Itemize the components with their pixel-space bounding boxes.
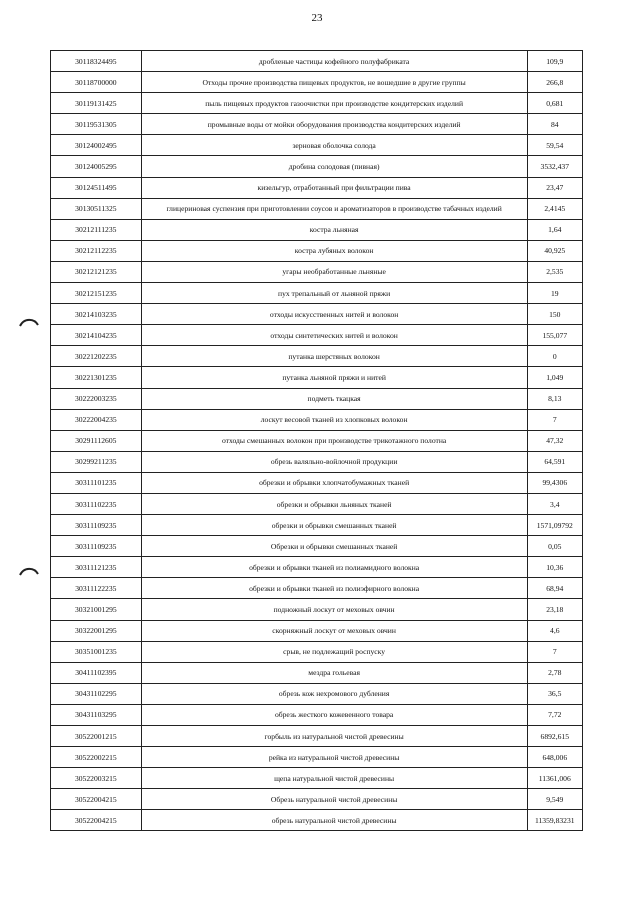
waste-code-cell: 30212112235 (51, 240, 142, 261)
waste-amount-cell: 155,077 (527, 325, 582, 346)
table-row (51, 430, 583, 451)
waste-code-cell: 30212111235 (51, 219, 142, 240)
waste-amount-cell: 11361,006 (527, 768, 582, 789)
waste-amount-cell: 2,535 (527, 261, 582, 282)
waste-code-cell: 30124511495 (51, 177, 142, 198)
waste-name-cell: срыв, не подлежащий роспуску (141, 641, 527, 662)
waste-name-cell: обрезки и обрывки тканей из полиамидного волокна (141, 557, 527, 578)
waste-name-cell: пыль пищевых продуктов газоочистки при производстве кондитерских изделий (141, 93, 527, 114)
waste-amount-cell: 84 (527, 114, 582, 135)
waste-code-cell: 30431102295 (51, 683, 142, 704)
waste-code-cell: 30311109235 (51, 536, 142, 557)
waste-amount-cell: 1571,09792 (527, 515, 582, 536)
table-row (51, 72, 583, 93)
waste-name-cell: скорняжный лоскут от меховых овчин (141, 620, 527, 641)
table-row (51, 240, 583, 261)
page-number: 23 (311, 12, 323, 24)
waste-name-cell: отходы искусственных нитей и волокон (141, 304, 527, 325)
waste-amount-cell: 40,925 (527, 240, 582, 261)
table-row (51, 578, 583, 599)
waste-name-cell: обрезь кож нехромового дубления (141, 683, 527, 704)
waste-code-cell: 30311102235 (51, 493, 142, 514)
waste-code-cell: 30522001215 (51, 726, 142, 747)
waste-code-cell: 30311122235 (51, 578, 142, 599)
waste-name-cell: угары необработанные льняные (141, 261, 527, 282)
waste-name-cell: обрезь жесткого кожевенного товара (141, 704, 527, 725)
waste-amount-cell: 68,94 (527, 578, 582, 599)
table-row (51, 557, 583, 578)
waste-code-cell: 30212151235 (51, 283, 142, 304)
waste-amount-cell: 6892,615 (527, 726, 582, 747)
waste-code-cell: 30299211235 (51, 451, 142, 472)
waste-amount-cell: 4,6 (527, 620, 582, 641)
waste-amount-cell: 10,36 (527, 557, 582, 578)
binding-mark-icon (18, 566, 40, 576)
waste-name-cell: Отходы прочие производства пищевых продуктов, не вошедшие в другие группы (141, 72, 527, 93)
table-row (51, 789, 583, 810)
table-row (51, 156, 583, 177)
waste-code-cell: 30321001295 (51, 599, 142, 620)
table-row (51, 409, 583, 430)
waste-name-cell: обрезки и обрывки льняных тканей (141, 493, 527, 514)
waste-amount-cell: 59,54 (527, 135, 582, 156)
waste-amount-cell: 23,47 (527, 177, 582, 198)
waste-amount-cell: 109,9 (527, 51, 582, 72)
waste-amount-cell: 1,64 (527, 219, 582, 240)
table-row (51, 219, 583, 240)
waste-amount-cell: 23,18 (527, 599, 582, 620)
table-row (51, 346, 583, 367)
table-row (51, 135, 583, 156)
waste-amount-cell: 11359,83231 (527, 810, 582, 831)
waste-amount-cell: 7 (527, 641, 582, 662)
waste-amount-cell: 2,78 (527, 662, 582, 683)
waste-code-cell: 30119131425 (51, 93, 142, 114)
waste-amount-cell: 2,4145 (527, 198, 582, 219)
waste-code-cell: 30124002495 (51, 135, 142, 156)
table-row (51, 515, 583, 536)
waste-code-cell: 30522002215 (51, 747, 142, 768)
waste-name-cell: подножный лоскут от меховых овчин (141, 599, 527, 620)
table-row (51, 726, 583, 747)
waste-name-cell: лоскут весовой тканей из хлопковых волокон (141, 409, 527, 430)
waste-code-cell: 30221301235 (51, 367, 142, 388)
waste-name-cell: дробленые частицы кофейного полуфабриката (141, 51, 527, 72)
table-row (51, 198, 583, 219)
waste-name-cell: обрезки и обрывки тканей из полиэфирного волокна (141, 578, 527, 599)
waste-amount-cell: 8,13 (527, 388, 582, 409)
table-row (51, 599, 583, 620)
waste-amount-cell: 7 (527, 409, 582, 430)
waste-amount-cell: 266,8 (527, 72, 582, 93)
waste-code-cell: 30522004215 (51, 810, 142, 831)
waste-name-cell: глицериновая суспензия при приготовлении соусов и ароматизаторов в производстве табачных изделий (141, 198, 527, 219)
waste-code-cell: 30311121235 (51, 557, 142, 578)
waste-amount-cell: 19 (527, 283, 582, 304)
waste-amount-cell: 3,4 (527, 493, 582, 514)
waste-code-cell: 30214104235 (51, 325, 142, 346)
waste-amount-cell: 9,549 (527, 789, 582, 810)
waste-table-body (51, 51, 583, 831)
waste-name-cell: пух трепальный от льняной пряжи (141, 283, 527, 304)
waste-code-cell: 30124005295 (51, 156, 142, 177)
waste-code-cell: 30411102395 (51, 662, 142, 683)
waste-code-cell: 30351001235 (51, 641, 142, 662)
waste-name-cell: путанка шерстяных волокон (141, 346, 527, 367)
waste-amount-cell: 0,05 (527, 536, 582, 557)
waste-name-cell: подметь ткацкая (141, 388, 527, 409)
waste-amount-cell: 36,5 (527, 683, 582, 704)
waste-code-cell: 30322001295 (51, 620, 142, 641)
table-row (51, 451, 583, 472)
waste-code-cell: 30118324495 (51, 51, 142, 72)
waste-amount-cell: 47,32 (527, 430, 582, 451)
table-row (51, 388, 583, 409)
table-row (51, 325, 583, 346)
table-row (51, 261, 583, 282)
table-row (51, 472, 583, 493)
waste-code-cell: 30311101235 (51, 472, 142, 493)
waste-amount-cell: 3532,437 (527, 156, 582, 177)
table-row (51, 810, 583, 831)
waste-code-cell: 30522003215 (51, 768, 142, 789)
waste-table (50, 50, 583, 831)
waste-name-cell: дробина солодовая (пивная) (141, 156, 527, 177)
table-row (51, 114, 583, 135)
waste-amount-cell: 0 (527, 346, 582, 367)
waste-code-cell: 30214103235 (51, 304, 142, 325)
waste-code-cell: 30311109235 (51, 515, 142, 536)
waste-name-cell: костра лубяных волокон (141, 240, 527, 261)
table-row (51, 747, 583, 768)
table-row (51, 493, 583, 514)
waste-code-cell: 30222003235 (51, 388, 142, 409)
waste-code-cell: 30431103295 (51, 704, 142, 725)
waste-name-cell: Обрезь натуральной чистой древесины (141, 789, 527, 810)
waste-amount-cell: 648,006 (527, 747, 582, 768)
table-row (51, 283, 583, 304)
waste-name-cell: промывные воды от мойки оборудования производства кондитерских изделий (141, 114, 527, 135)
table-row (51, 620, 583, 641)
table-row (51, 704, 583, 725)
waste-code-cell: 30118700000 (51, 72, 142, 93)
waste-name-cell: обрезки и обрывки хлопчатобумажных тканей (141, 472, 527, 493)
waste-name-cell: обрезь валяльно-войлочной продукции (141, 451, 527, 472)
waste-name-cell: зерновая оболочка солода (141, 135, 527, 156)
waste-code-cell: 30221202235 (51, 346, 142, 367)
waste-amount-cell: 1,049 (527, 367, 582, 388)
waste-name-cell: Обрезки и обрывки смешанных тканей (141, 536, 527, 557)
table-row (51, 93, 583, 114)
waste-amount-cell: 0,681 (527, 93, 582, 114)
table-row (51, 51, 583, 72)
table-row (51, 177, 583, 198)
waste-name-cell: рейка из натуральной чистой древесины (141, 747, 527, 768)
waste-code-cell: 30291112605 (51, 430, 142, 451)
waste-name-cell: мездра гольевая (141, 662, 527, 683)
waste-name-cell: отходы смешанных волокон при производстве трикотажного полотна (141, 430, 527, 451)
waste-name-cell: путанка льняной пряжи и нитей (141, 367, 527, 388)
waste-name-cell: горбыль из натуральной чистой древесины (141, 726, 527, 747)
binding-mark-icon (18, 317, 40, 327)
waste-code-cell: 30222004235 (51, 409, 142, 430)
table-row (51, 662, 583, 683)
table-row (51, 304, 583, 325)
waste-name-cell: щепа натуральной чистой древесины (141, 768, 527, 789)
waste-code-cell: 30212121235 (51, 261, 142, 282)
table-row (51, 683, 583, 704)
table-row (51, 536, 583, 557)
table-row (51, 641, 583, 662)
waste-amount-cell: 99,4306 (527, 472, 582, 493)
waste-name-cell: обрезки и обрывки смешанных тканей (141, 515, 527, 536)
waste-amount-cell: 150 (527, 304, 582, 325)
waste-name-cell: кизельгур, отработанный при фильтрации пива (141, 177, 527, 198)
waste-code-cell: 30119531305 (51, 114, 142, 135)
waste-amount-cell: 64,591 (527, 451, 582, 472)
waste-name-cell: отходы синтетических нитей и волокон (141, 325, 527, 346)
waste-name-cell: костра льняная (141, 219, 527, 240)
waste-code-cell: 30522004215 (51, 789, 142, 810)
table-row (51, 768, 583, 789)
waste-amount-cell: 7,72 (527, 704, 582, 725)
table-row (51, 367, 583, 388)
waste-name-cell: обрезь натуральной чистой древесины (141, 810, 527, 831)
waste-code-cell: 30130511325 (51, 198, 142, 219)
